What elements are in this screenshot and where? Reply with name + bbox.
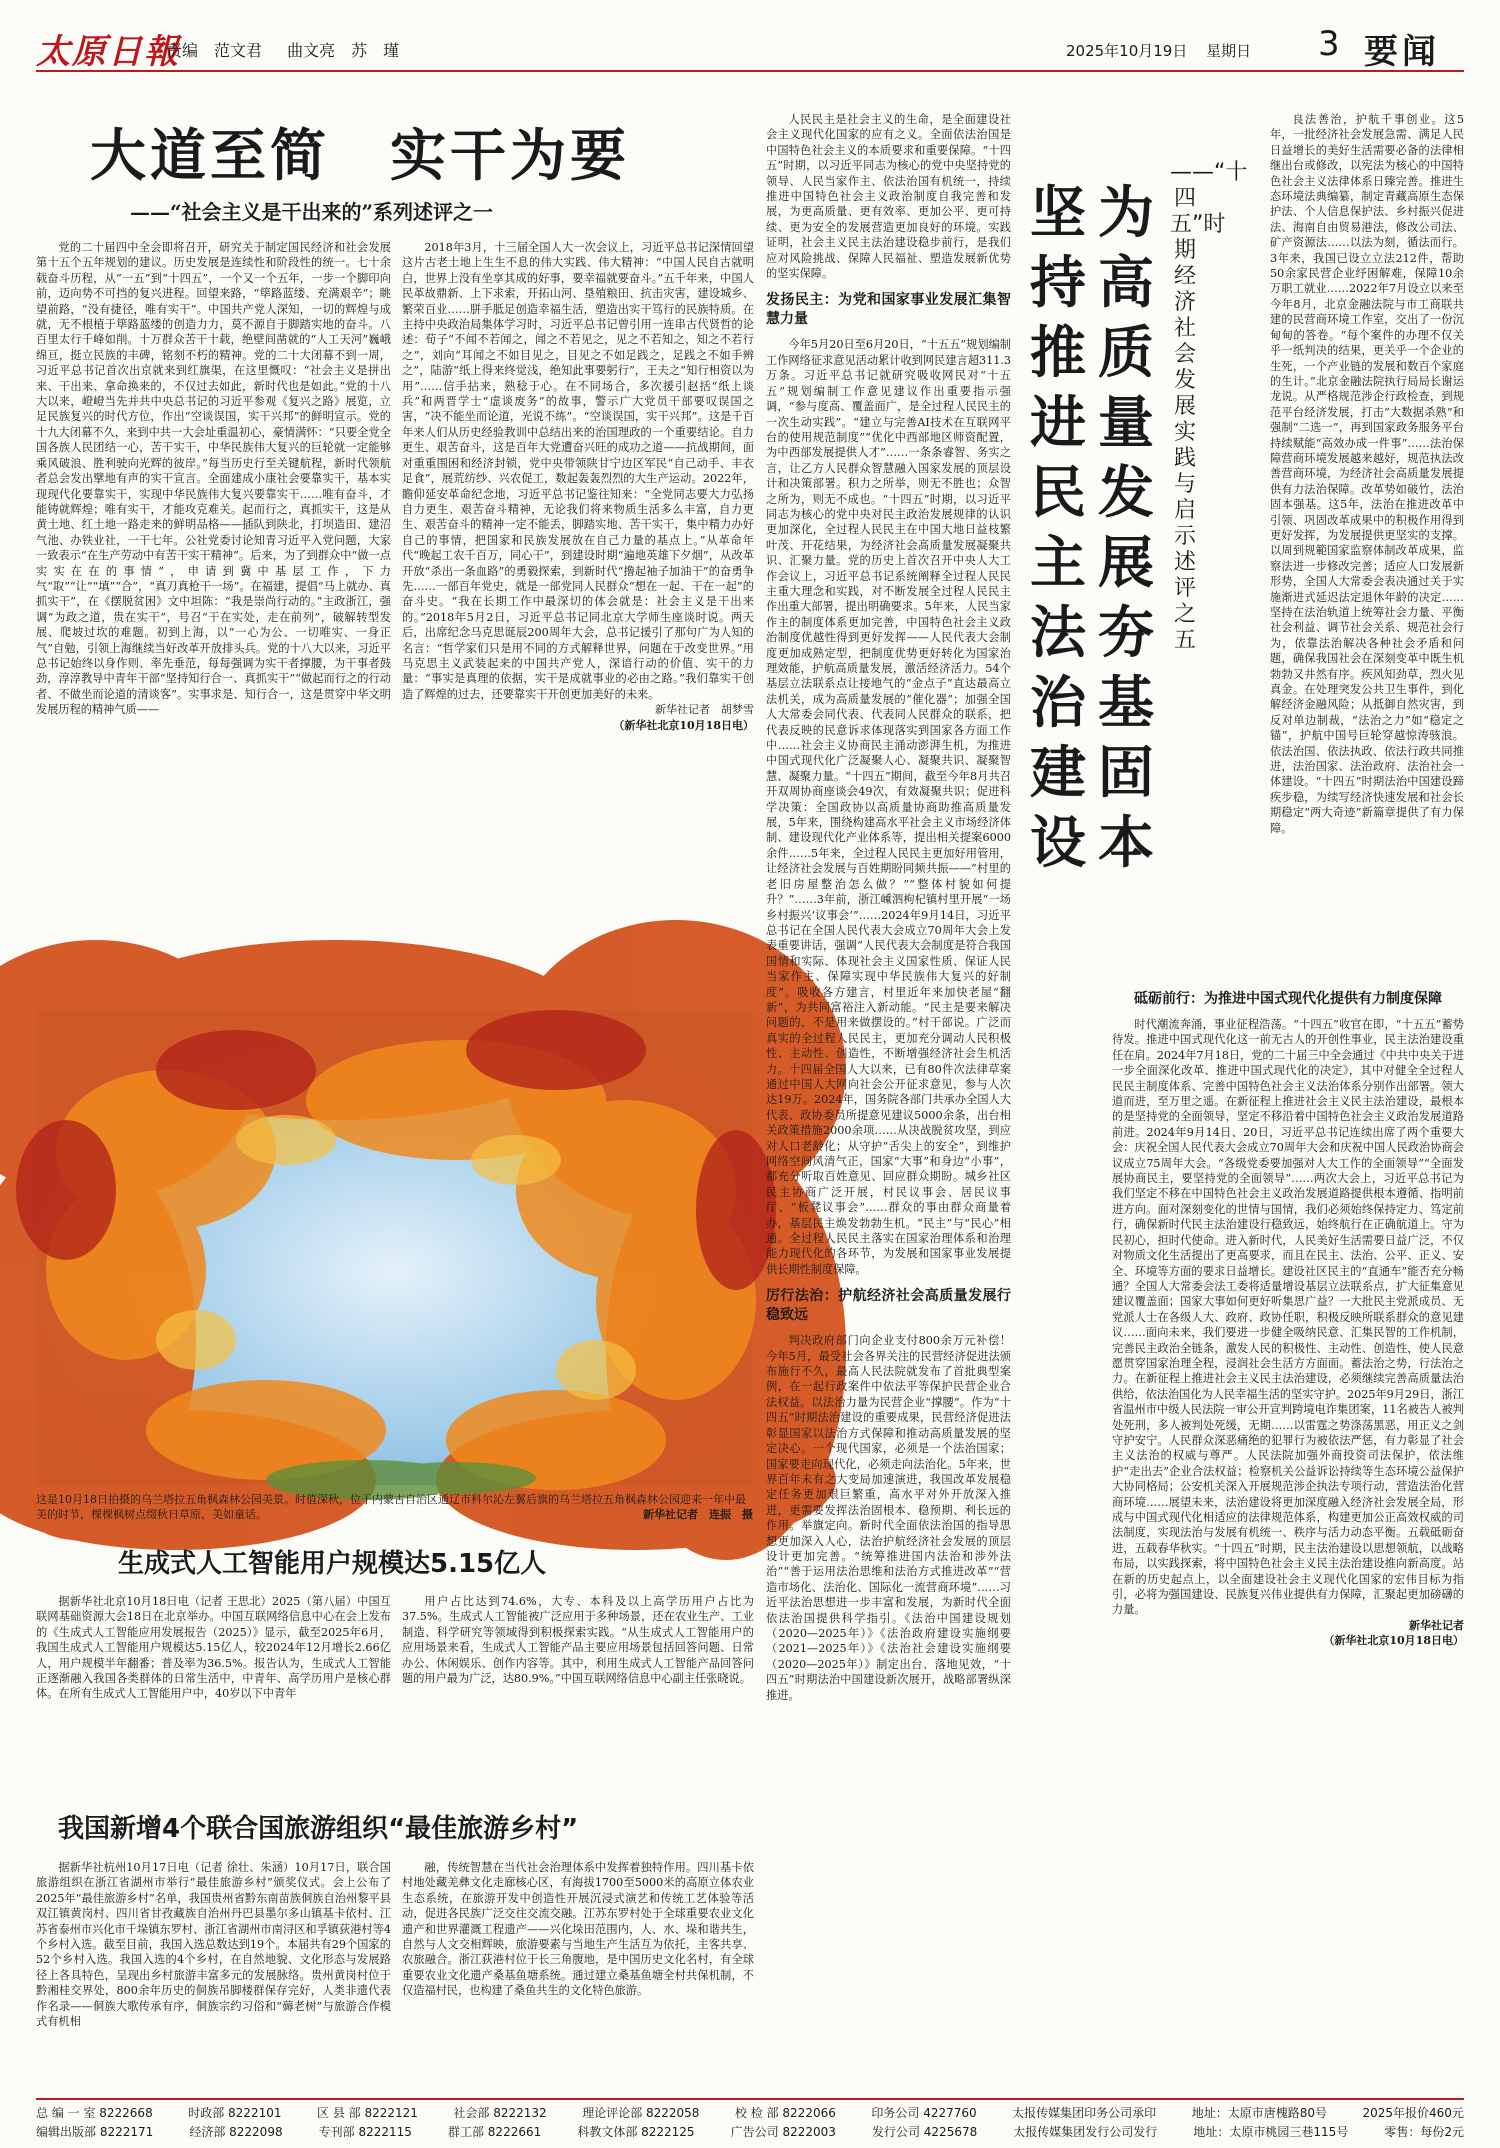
article3-col2-text: 融，传统智慧在当代社会治理体系中发挥着独特作用。四川基卡依村地处藏羌彝文化走廊核心区，有海拔1700至5000米的高原立体农业生态系统，在旅游开发中创造性开展沉浸式演艺和传统工艺体验等活动，促进各民族广泛交往交流交融。江苏东罗村处于全球重要农业文化遗产和世界灌溉工程遗产——兴化垛田范围内，人、水、垛和谐共生，自然与人文交相辉映，旅游要素与当地生产生活互为依托，主客共享、农旅融合。浙江荻港村位于长三角腹地，是中国历史文化名村，有全球重要农业文化遗产桑基鱼塘系统。通过建立桑基鱼塘全村共保机制，不仅造福村民，也构建了桑鱼共生的文化特色旅游。 bbox=[402, 1861, 754, 1998]
article3-title: 我国新增4个联合国旅游组织“最佳旅游乡村” bbox=[58, 1814, 579, 1844]
newspaper-logo: 太原日報 bbox=[36, 32, 180, 72]
footer-item: 科教文体部 8222125 bbox=[577, 2125, 695, 2139]
footer-item: 校 检 部 8222066 bbox=[734, 2106, 836, 2120]
article4-dateline: （新华社北京10月18日电） bbox=[1323, 1634, 1464, 1648]
footer-item: 印务公司 4227760 bbox=[871, 2106, 977, 2120]
article1-title: 大道至简 实干为要 bbox=[90, 123, 630, 189]
footer-item: 编辑出版部 8222171 bbox=[36, 2125, 154, 2139]
footer-item: 地址：太原市桃园三巷115号 bbox=[1193, 2125, 1349, 2139]
issue-weekday: 星期日 bbox=[1206, 42, 1252, 60]
article4-byline: 新华社记者 bbox=[1409, 1618, 1464, 1632]
article1-column-2 bbox=[402, 240, 754, 1002]
photo-caption bbox=[36, 1492, 753, 1522]
maple-foliage-illustration bbox=[36, 1010, 753, 1485]
article3-column-2 bbox=[402, 1860, 754, 2092]
article4-column-2-top bbox=[1270, 112, 1464, 972]
article3-column-1 bbox=[36, 1860, 391, 2092]
article2-title: 生成式人工智能用户规模达5.15亿人 bbox=[118, 1549, 547, 1579]
article4-subhead-forward: 砥砺前行：为推进中国式现代化提供有力制度保障 bbox=[1134, 991, 1442, 1007]
article4-column-1 bbox=[766, 112, 1011, 2092]
footer-item: 地址：太原市唐槐路80号 bbox=[1191, 2106, 1327, 2120]
article3-col1-text: 据新华社杭州10月17日电（记者 徐壮、朱涵）10月17日，联合国旅游组织在浙江省湖州市举行“最佳旅游乡村”颁奖仪式。会上公布了2025年“最佳旅游乡村”名单，我国贵州省黔东南苗族侗族自治州黎平县双江镇黄岗村、四川省甘孜藏族自治州丹巴县墨尔多山镇基卡依村、江苏省泰州市兴化市千垛镇东罗村、浙江省湖州市南浔区和孚镇荻港村等4个乡村入选。截至目前，我国入选总数达到19个。本届共有29个国家的52个乡村入选。我国入选的4个乡村，在自然地貌、文化形态与发展路径上各具特色，呈现出乡村旅游丰富多元的发展脉络。贵州黄岗村位于黔湘桂交界处，800余年历史的侗族吊脚楼群保存完好，人类非遗代表作名录——侗族大歌传承有序，侗族宗约习俗和“薅老树”与旅游合作模式有机相 bbox=[36, 1861, 391, 2029]
editor-2: 曲文亮 苏 瑾 bbox=[287, 41, 400, 60]
section-title: 要闻 bbox=[1364, 32, 1440, 72]
photo-credit: 新华社记者 连振 摄 bbox=[643, 1508, 753, 1521]
editor-1: 责编 范文君 bbox=[166, 41, 263, 60]
article1-subtitle: ——“社会主义是干出来的”系列述评之一 bbox=[130, 200, 494, 224]
article4-column-2-bottom bbox=[1112, 980, 1464, 2090]
issue-date: 2025年10月19日 bbox=[1066, 42, 1188, 60]
footer-item: 经济部 8222098 bbox=[189, 2125, 283, 2139]
article4-subhead-democracy: 发扬民主：为党和国家事业发展汇集智慧力量 bbox=[766, 292, 1011, 328]
maple-forest-photo bbox=[36, 1010, 753, 1485]
article4-subhead-rule-of-law: 厉行法治：护航经济社会高质量发展行稳致远 bbox=[766, 1288, 1011, 1324]
editors-line bbox=[166, 38, 419, 61]
footer-item: 发行公司 4225678 bbox=[871, 2125, 978, 2139]
article1-dateline: （新华社北京10月18日电） bbox=[613, 718, 754, 732]
footer-item: 太报传媒集团发行公司发行 bbox=[1013, 2125, 1158, 2139]
footer-item: 2025年报价460元 bbox=[1362, 2106, 1464, 2120]
article4-forward-text: 时代潮流奔涌，事业征程浩荡。“十四五”收官在即，“十五五”蓄势待发。推进中国式现代化这一前无古人的开创性事业，民主法治建设重任在肩。2024年7月18日，党的二十届三中全会通过《中共中央关于进一步全面深化改革、推进中国式现代化的决定》，其中对健全全过程人民民主制度体系、完善中国特色社会主义法治体系分别作出部署。领大道而进，至万里之遥。在新征程上推进社会主义民主法治建设，最根本的是坚持党的全面领导，坚定不移沿着中国特色社会主义政治发展道路前进。2024年9月14日、20日，习近平总书记连续出席了两个重要大会：庆祝全国人民代表大会成立70周年大会和庆祝中国人民政治协商会议成立75周年大会。“各级党委要加强对人大工作的全面领导”“全面发展协商民主，要坚持党的全面领导”……两次大会上，习近平总书记为我们坚定不移在中国特色社会主义政治发展道路提供根本遵循、指明前进方向。面对深刻变化的世情与国情，我们必须始终保持定力、笃定前行，确保新时代民主法治建设行稳致远，始终航行在正确航道上。守为民初心，担时代使命。进入新时代，人民美好生活需要日益广泛，不仅对物质文化生活提出了更高要求，而且在民主、法治、公平、正义、安全、环境等方面的要求日益增长。建设社区民主的“直通车”能否充分畅通？全国人大常委会法工委将适量增设基层立法联系点，扩大征集意见建议覆盖面；国家大事如何更好听集思广益？一大批民主党派成员、无党派人士在各级人大、政府、政协任职，积极反映所联系群众的意见建议……面向未来，我们要进一步健全吸纳民意、汇集民智的工作机制，完善民主政治全链条，激发人民的积极性、主动性、创造性，使人民意愿贯穿国家治理全程，浸润社会生活方方面面。蓄法治之势，行法治之力。在新征程上推进社会主义民主法治建设，必须继续完善高质量法治供给，依法治国化为人民幸福生活的坚实守护。2025年9月29日，浙江省温州市中级人民法院一审公开宣判跨境电诈集团案，11名被告人被判处死刑，多人被判处死缓，无期……以雷霆之势涤荡黑恶，用正义之剑守护安宁。人民群众深恶痛绝的犯罪行为被依法严惩，有力彰显了社会主义法治的权威与尊严。人民法院加强外商投资司法保护，依法维护“走出去”企业合法权益；检察机关公益诉讼持续等生态环境公益保护大协同格局；公安机关深入开展规范涉企执法专项行动，营造法治化营商环境……展望未来，法治建设将更加深度融入经济社会发展全局，形成与中国式现代化相适应的法律规范体系，构建更加公正高效权威的司法制度，实现法治与发展有机统一、秩序与活力动态平衡。五载砥砺奋进，五载春华秋实。“十四五”时期，民主法治建设以思想领航，以战略布局，以实践探索，将中国特色社会主义民主法治建设推向新高度。站在新的历史起点上，以全面建设社会主义现代化国家的宏伟目标为指引，必将为强国建设、民族复兴伟业提供有力保障，汇聚起更加磅礴的力量。 bbox=[1112, 1018, 1464, 1617]
article4-title-line-2: 为高质量发展夯基固本 bbox=[1098, 180, 1154, 876]
article1-col1-text: 党的二十届四中全会即将召开，研究关于制定国民经济和社会发展第十五个五年规划的建议。历史发展是连续性和阶段性的统一。七十余载奋斗历程，从“一五”到“十四五”，一个又一个五年，一步一个脚印向前，迈向势不可挡的复兴进程。回望来路，“筚路蓝缕、充满艰辛”；眺望前路，“没有捷径，唯有实干”。中国共产党人深知，一切的辉煌与成就，无不根植于筚路蓝缕的创造力力，莫不源自于脚踏实地的奋斗。八百里太行千峰如削。十万群众苦干十载，绝壁间凿就的“人工天河”巍峨绵亘，挺立民族的丰碑，铭刻不朽的精神。党的二十大闭幕不到一周，习近平总书记首次出京就来到红旗渠，在这里慨叹：“社会主义是拼出来、干出来、拿命换来的，不仅过去如此，新时代也是如此。”党的十八大以来，嶝嶝当先并共中央总书记的习近平参观《复兴之路》展览，立足民族复兴的时代方位，作出“空谈误国，实干兴邦”的鲜明宣示。党的十九大闭幕不久，来到中共一大会址重温初心，豪情满怀：“只要全党全国各族人民团结一心，苦干实干，中华民族伟大复兴的巨轮就一定能够乘风破浪、胜利驶向光辉的彼岸。”每当历史行至关键航程，新时代领航者总会发出擘地有声的实干宣言。全面建成小康社会要靠实干，基本实现现代化要靠实干，实现中华民族伟大复兴要靠实干……唯有奋斗，才能铸就辉煌；唯有实干，才能攻克难关。起而行之，真抓实干，这是从黄土地、红土地一路走来的鲜明品格——插队到陕北，打坝造田、建沼气池、办铁业社，一干七年。公社党委讨论知青习近平入党问题，大家一致表示“在生产劳动中有苦干实干精神”。后来，为了到群众中“做一点实实在在的事情”，申请到冀中基层工作，下力气“取”“让”“填”“合”，“真刀真枪干一场”。在福建，提倡“马上就办、真抓实干”，在《摆脱贫困》文中坦陈：“我是崇尚行动的。”主政浙江，强调“为政之道，贵在实干”，号召“干在实处，走在前列”，破解转型发展、爬坡过坎的难题。初到上海，以“一心为公、一切唯实、一身正气”自勉，引领上海继续当好改革开放排头兵。党的十八大以来，习近平总书记始终以身作则、率先垂范，每每强调为实干者撑腰，为干事者鼓劲，淳淳教导中青年干部“坚持知行合一、真抓实干”“做起而行之的行动者、不做坐而论道的清谈客”。实事求是、知行合一，这是贯穿中华文明发展历程的精神气质—— bbox=[36, 241, 391, 717]
page-number: 3 bbox=[1318, 24, 1340, 64]
article1-byline: 新华社记者 胡梦雪 bbox=[655, 703, 754, 717]
footer-item: 专刊部 8222115 bbox=[318, 2125, 412, 2139]
date-info bbox=[1066, 40, 1265, 61]
article2-column-1 bbox=[36, 1594, 391, 1780]
photo-caption-text: 这是10月18日拍摄的乌兰塔拉五角枫森林公园美景。时值深秋，位于内蒙古自治区通辽市科尔沁左翼后旗的乌兰塔拉五角枫森林公园迎来一年中最美的时节，棵棵枫树点缀秋日草原，美如童话。 bbox=[36, 1493, 746, 1521]
footer-row-1 bbox=[36, 2104, 1464, 2121]
footer-row-2 bbox=[36, 2123, 1464, 2140]
footer-item: 区 县 部 8222121 bbox=[317, 2106, 418, 2120]
footer-item: 理论评论部 8222058 bbox=[582, 2106, 700, 2120]
footer-item: 总 编 一 室 8222668 bbox=[36, 2106, 153, 2120]
article4-intro-text: 人民民主是社会主义的生命，是全面建设社会主义现代化国家的应有之义。全面依法治国是中国特色社会主义的本质要求和重要保障。“十四五”时期，以习近平同志为核心的党中央坚持党的领导、人民当家作主、依法治国有机统一，持续推进中国特色社会主义政治制度自我完善和发展，为更高质量、更有效率、更加公平、更可持续、更为安全的发展营造更加良好的环境。实践证明，社会主义民主法治建设稳步前行，是我们应对风险挑战、保障人民福祉、塑造发展新优势的坚实保障。 bbox=[766, 113, 1011, 281]
article4-rule-of-law-text: 判决政府部门向企业支付800余万元补偿！今年5月，最受社会各界关注的民营经济促进法颁布施行不久，最高人民法院就发布了首批典型案例，在一起行政案件中依法平等保护民营企业合法权益。以法治力量为民营企业“撑腰”。作为“十四五”时期法治建设的重要成果，民营经济促进法彰显国家以法治方式保障和推动高质量发展的坚定决心。一个现代国家，必须是一个法治国家；国家要走向现代化，必须走向法治化。5年来，世界百年未有之大变局加速演进，我国改革发展稳定任务更加艰巨繁重，高水平对外开放深入推进，更需要发挥法治固根本、稳预期、利长远的作用。举旗定向。新时代全面依法治国的指导思想更加深入人心，法治护航经济社会发展的顶层设计更加完善。“统筹推进国内法治和涉外法治”“善于运用法治思维和法治方式推进改革”“营造市场化、法治化、国际化一流营商环境”……习近平法治思想进一步丰富和发展，为新时代全面依法治国提供科学指引。《法治中国建设规划（2020—2025年）》《法治政府建设实施纲要（2021—2025年）》《法治社会建设实施纲要（2020—2025年）》制定出台、落地见效，“十四五”时期法治中国建设新次展开，战略部署纵深推进。 bbox=[766, 1334, 1011, 1702]
footer-item: 时政部 8222101 bbox=[188, 2106, 282, 2120]
article4-democracy-text: 今年5月20日至6月20日，“十五五”规划编制工作网络征求意见活动累计收到网民建言超311.3万条。习近平总书记就研究吸收网民对“十五五”规划编制工作意见建议作出重要指示强调，“参与度高、覆盖面广，是全过程人民民主的一次生动实践”。“建立与完善AI技术在互联网平台的使用规范制度”“优化中西部地区师资配置，为中西部发展提供人才”……一条条睿智、务实之言，让乙方人民群众智慧融入国家发展的顶层设计和决策部署。积力之所举，则无不胜也；众智之所为，则无不成也。“十四五”时期，以习近平同志为核心的党中央对民主政治发展规律的认识更加深化，全过程人民民主在中国大地日益枝繁叶茂、开花结果，为经济社会高质量发展凝聚共识、汇聚力量。党的历史上首次召开中央人大工作会议上，习近平总书记系统阐释全过程人民民主重大理念和实践，对不断发展全过程人民民主作出重大部署，提出明确要求。5年来，人民当家作主的制度体系更加完善，中国特色社会主义政治制度优越性得到更好发挥——人民代表大会制度更加成熟定型，把制度优势更好转化为国家治理效能，护航高质量发展，激活经济活力。54个基层立法联系点让接地气的“金点子”直达最高立法机关，成为高质量发展的“催化器”；加强全国人大常委会同代表、代表同人民群众的联系，把代表反映的民意诉求体现落实到国家各方面工作中……社会主义协商民主涌动澎湃生机，为推进中国式现代化广泛凝聚人心、凝聚共识、凝聚智慧、凝聚力量。“十四五”期间，截至今年8月共召开双周协商座谈会49次，有效凝聚共识；促进科学决策：全国政协以高质量协商助推高质量发展，5年来，围绕构建高水平社会主义市场经济体制、建设现代化产业体系等，提出相关提案6000余件……5年来，全过程人民民主更加好用管用，让经济社会发展与百姓期盼同频共振——“村里的老旧房屋整治怎么做？”“整体村貌如何提升？”……3年前，浙江嵊泗枸杞镇村里开展“一场乡村振兴‘议事会’”……2024年9月14日，习近平总书记在全国人民代表大会成立70周年大会上发表重要讲话，强调“人民代表大会制度是符合我国国情和实际、体现社会主义国家性质、保证人民当家作主、保障实现中华民族伟大复兴的好制度”。吸收各方建言，村里近年来加快老屋“翻新”，为共同富裕注入新动能。“民主是要来解决问题的，不是用来做摆设的。”村干部说。广泛而真实的全过程人民民主，更加充分调动人民积极性、主动性、创造性，不断增强经济社会生机活力。十四届全国人大以来，已有80件次法律草案通过中国人大网向社会公开征求意见，参与人次达19万。2024年，国务院各部门共承办全国人大代表、政协委员所提意见建议5000余条，出台相关政策措施2000余项……从决战脱贫攻坚，到应对人口老龄化；从守护“舌尖上的安全”，到维护网络空间风清气正，国家“大事”和身边“小事”，都充分听取百姓意见、回应群众期盼。城乡社区民主协商广泛开展，村民议事会、居民议事厅、“板凳议事会”……群众的事由群众商量着办，基层民主焕发勃勃生机。“民主”与“民心”相通。全过程人民民主落实在国家治理体系和治理能力现代化的各环节，为发展和国家事业发展提供长期性制度保障。 bbox=[766, 338, 1011, 1276]
article1-col2-text: 2018年3月，十三届全国人大一次会议上，习近平总书记深情回望这片古老土地上生生不息的伟大实践、伟大精神：“中国人民自古就明白，世界上没有坐享其成的好事，要幸福就要奋斗。”五千年来，中国人民革故鼎新、上下求索，开拓山河、垦殖粮田、抗击灾害，建设城乡、繁荣百业……胼手胝足创造幸福生活，塑造出实干笃行的民族特质。在主持中央政治局集体学习时，习近平总书记曾引用一连串古代贤哲的论述：荀子“不闻不若闻之，闻之不若见之，见之不若知之，知之不若行之”，刘向“耳闻之不如目见之，目见之不如足践之，足践之不如手辨之”，陆游“纸上得来终觉浅，绝知此事要躬行”，王夫之“知行相资以为用”……信手拈来，熟稔于心。在不同场合，多次援引赵括“纸上谈兵”和两晋学士“虚谈废务”的故事，警示广大党员干部要叹误国之害，“决不能坐而论道，光说不练”。“空谈误国，实干兴邦”。这是千百年来人们从历史经验教训中总结出来的治国理政的一个重要结论。自力更生、艰苦奋斗，这是百年大党遭奋兴旺的成功之道——抗战期间，面对重重围困和经济封锁，党中央带领陕甘宁边区军民“自己动手、丰衣足食”，展荒纺纱、兴农促工，数起轰轰烈烈的大生产运动。2022年，瞻仰延安革命纪念地，习近平总书记鉴往知来：“全党同志要大力弘扬自力更生、艰苦奋斗精神，无论我们将来物质生活多么丰富，自力更生、艰苦奋斗的精神一定不能丢，脚踏实地、苦干实干，集中精力办好自己的事情，把国家和民族发展放在自己力量的基点上。”从革命年代“晚起工农千百万，同心干”，到建设时期“遍地英雄下夕烟”，从改革开放“杀出一条血路”的勇毅探索，到新时代“撸起袖子加油干”的奋勇争先……一部百年党史，就是一部党同人民群众“想在一起、干在一起”的奋斗史。“我在长期工作中最深切的体会就是：社会主义是干出来的。”2018年5月2日，习近平总书记同北京大学师生座谈时说。两天后，出席纪念马克思诞辰200周年大会，总书记援引了那句广为人知的名言：“哲学家们只是用不同的方式解释世界，问题在于改变世界。”用马克思主义武装起来的中国共产党人，深谙行动的价值、实干的力量：“事实是真理的依据，实干是成就事业的必由之路。”我们靠实干创造了辉煌的过去，还要靠实干开创更加美好的未来。 bbox=[402, 241, 754, 701]
footer-contacts bbox=[36, 2098, 1464, 2138]
footer-item: 零售：每份2元 bbox=[1384, 2125, 1464, 2139]
article2-col1-text: 据新华社北京10月18日电（记者 王思北）2025（第八届）中国互联网基础资源大会18日在北京举办。中国互联网络信息中心在会上发布的《生成式人工智能应用发展报告（2025）》显示，截至2025年6月，我国生成式人工智能用户规模达5.15亿人，较2024年12月增长2.66亿人，用户规模半年翻番；普及率为36.5%。报告认为，生成式人工智能正逐渐融入我国各类群体的日常生活中，中青年、高学历用户是核心群体。在所有生成式人工智能用户中，40岁以下中青年 bbox=[36, 1595, 391, 1701]
footer-item: 社会部 8222132 bbox=[453, 2106, 547, 2120]
article2-col2-text: 用户占比达到74.6%，大专、本科及以上高学历用户占比为37.5%。生成式人工智能被广泛应用于多种场景，还在农业生产、工业制造、科学研究等领域得到积极探索实践。“从生成式人工智能用户的应用场景来看，生成式人工智能产品主要应用场景包括回答问题、日常办公、休闲娱乐、创作内容等。其中，利用生成式人工智能产品回答问题的用户最为广泛，达80.9%。”中国互联网络信息中心副主任张晓说。 bbox=[402, 1595, 754, 1686]
article2-column-2 bbox=[402, 1594, 754, 1780]
article4-subtitle: ——“十四五”时期经济社会发展实践与启示述评之五 bbox=[1170, 160, 1248, 653]
footer-item: 群工部 8222661 bbox=[447, 2125, 542, 2139]
article1-column-1 bbox=[36, 240, 391, 1002]
footer-item: 广告公司 8222003 bbox=[730, 2125, 836, 2139]
footer-item: 太报传媒集团印务公司承印 bbox=[1012, 2106, 1157, 2120]
article4-title-line-1: 坚持推进民主法治建设 bbox=[1030, 180, 1086, 876]
masthead bbox=[36, 20, 1464, 72]
article4-col2-text: 良法善治，护航千事创业。这5年，一批经济社会发展急需、满足人民日益增长的美好生活需要必备的法律相继出台或修改，以宪法为核心的中国特色社会主义法律体系日臻完善。推进生态环境法典编纂，制定青藏高原生态保护法、个人信息保护法、乡村振兴促进法、海南自由贸易港法，修改公司法、矿产资源法……以法为刻，循法而行。3年来，我国已设立立法212件，帮助50余家民营企业纾困解难，保障10余万职工就业……2022年7月设立以来至今年8月，北京金融法院与市工商联共建的民营商环境工作室，交出了一份沉甸甸的答卷。“每个案件的办理不仅关乎一纸判决的结果，更关乎一个企业的生死，一个产业链的发展和数百个家庭的生计。”北京金融法院执行局局长谢运龙说。从严格规范涉企行政检查，到规范平台经济发展，打击“大数据杀熟”和强制“二选一”，再到国家政务服务平台持续赋能“高效办成一件事”……法治保障营商环境发展越来越好，规范执法改善营商环境，为经济社会高质量发展提供有力法治保障。改革势如破竹，法治固本强基。这5年，法治在推进改革中引领、巩固改革成果中的积极作用得到更好发挥，为发展提供更坚实的支撑。以周到规範国家监察体制改革成果，监察法进一步修改完善；适应人口发展新形势，全国人大常委会表决通过关于实施渐进式延迟法定退休年龄的决定……坚持在法治轨道上统筹社会力量、平衡社会利益、调节社会关系、规范社会行为，依靠法治解决各种社会矛盾和问题，确保我国社会在深刻变革中既生机勃勃又井然有序。疾风知劲草，烈火见真金。在处理突发公共卫生事件，到化解经济金融风险；从抵御自然灾害，到反对单边制裁，“法治之力”如“稳定之锚”，护航中国号巨轮穿越惊涛骇浪。依法治国、依法执政、依法行政共同推进，法治国家、法治政府、法治社会一体建设。“十四五”时期法治中国建设蹄疾步稳，为续写经济快速发展和社会长期稳定“两大奇迹”新篇章提供了有力保障。 bbox=[1270, 113, 1464, 835]
